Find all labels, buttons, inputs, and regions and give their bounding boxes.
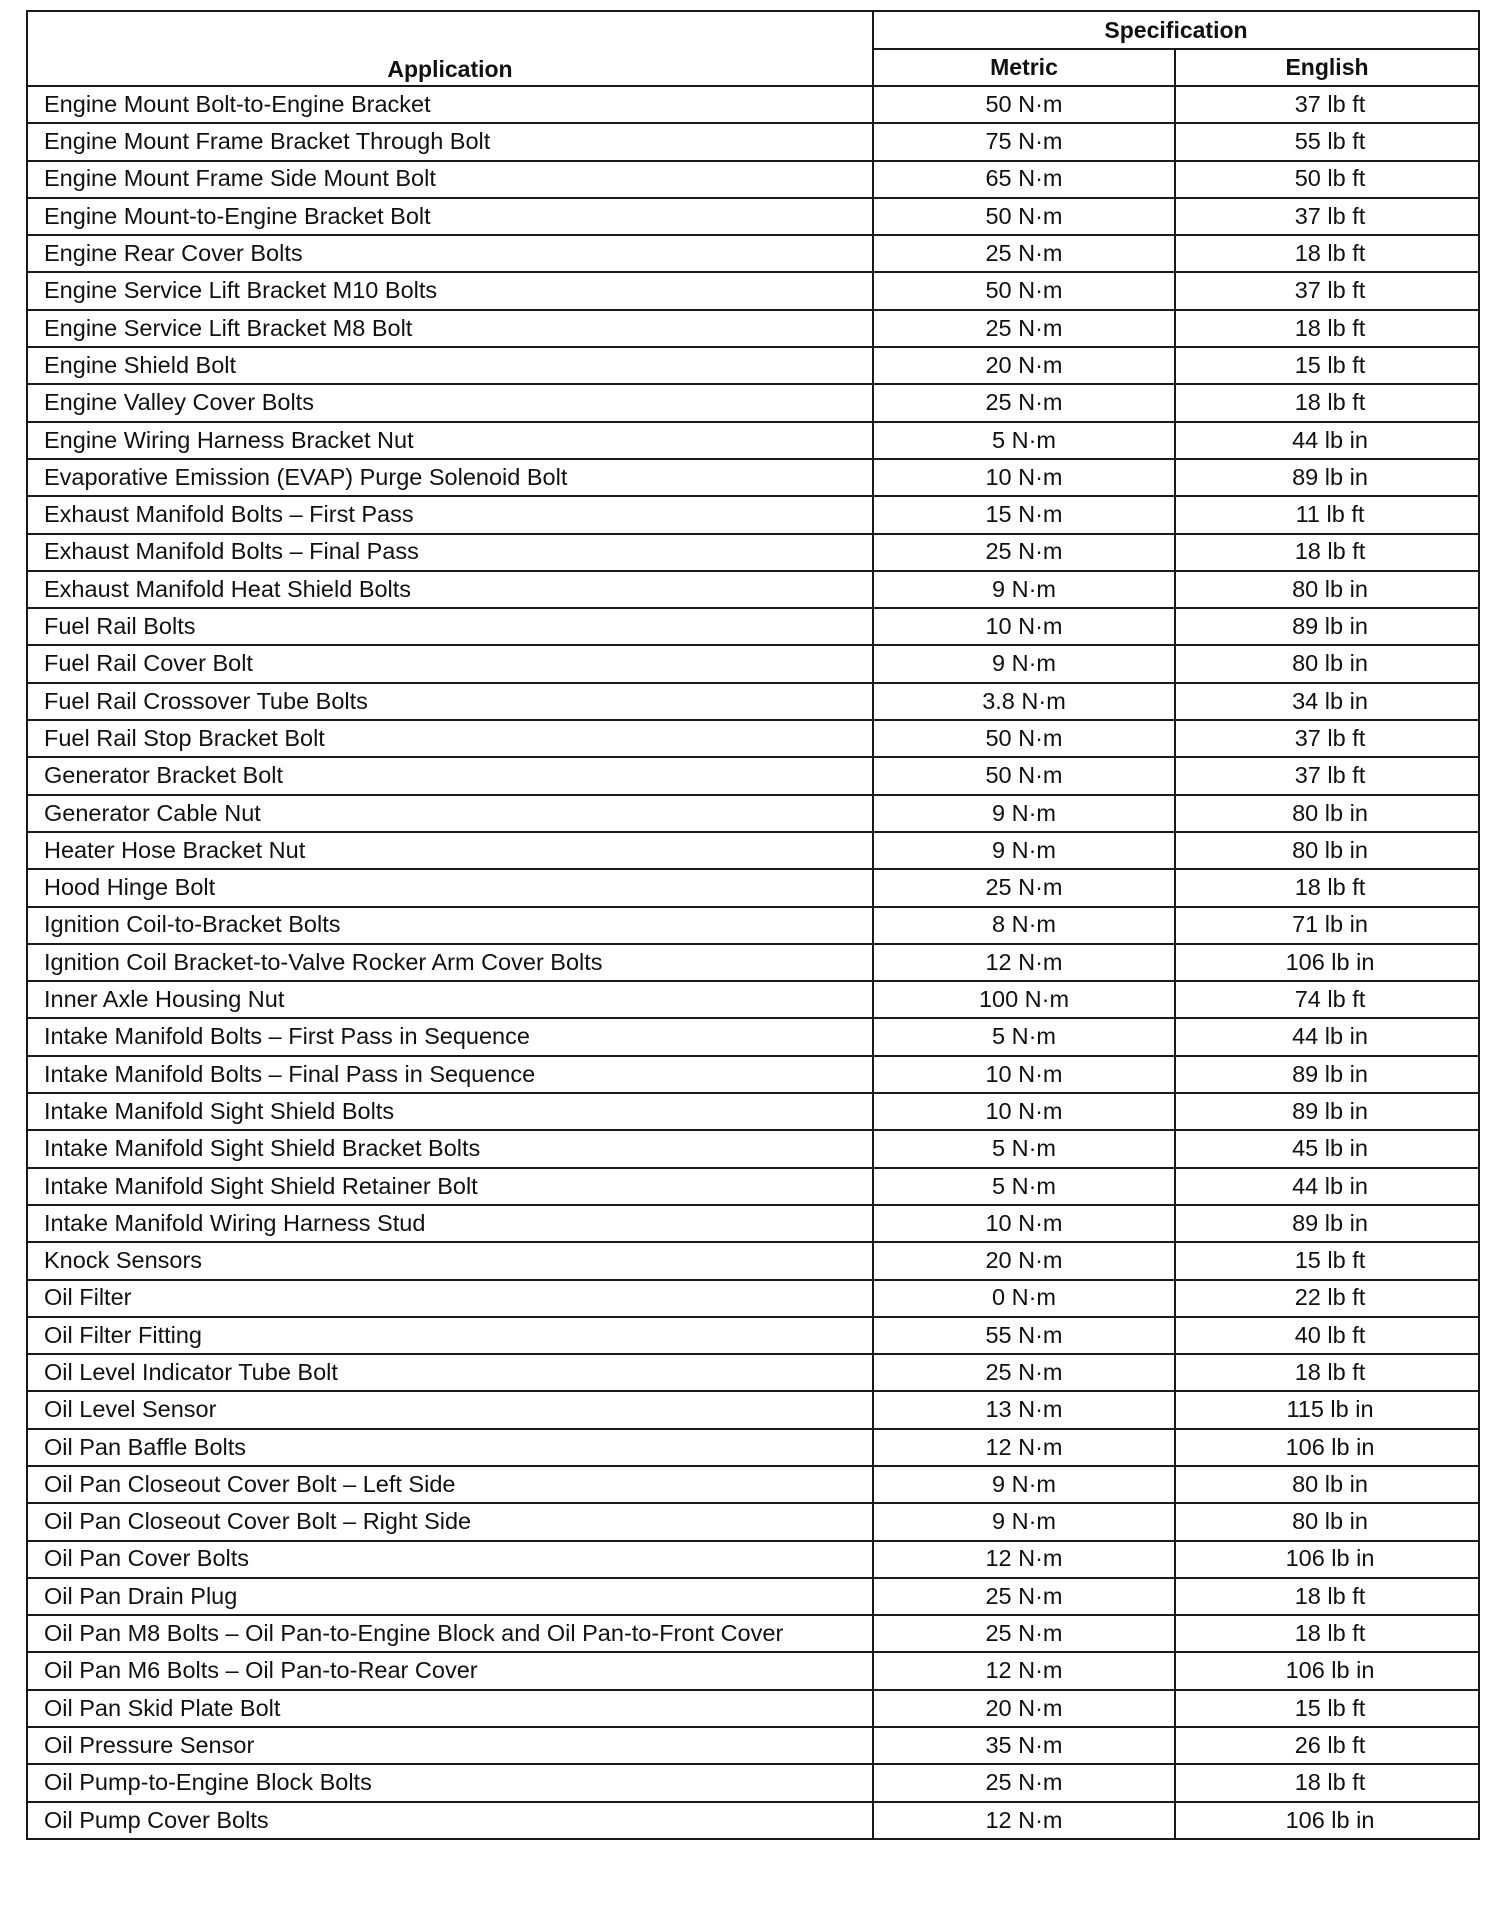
english-cell: 45 lb in xyxy=(1175,1130,1479,1167)
table-row xyxy=(27,1242,1479,1279)
table-row xyxy=(27,757,1479,794)
application-cell: Intake Manifold Sight Shield Bracket Bolts xyxy=(27,1130,873,1167)
metric-cell: 5 N·m xyxy=(873,1130,1175,1167)
table-row xyxy=(27,944,1479,981)
metric-cell: 9 N·m xyxy=(873,571,1175,608)
table-row xyxy=(27,1578,1479,1615)
application-cell: Knock Sensors xyxy=(27,1242,873,1279)
english-cell: 37 lb ft xyxy=(1175,272,1479,309)
metric-cell: 15 N·m xyxy=(873,496,1175,533)
table-row xyxy=(27,907,1479,944)
metric-cell: 9 N·m xyxy=(873,1503,1175,1540)
metric-cell: 12 N·m xyxy=(873,1429,1175,1466)
metric-cell: 5 N·m xyxy=(873,422,1175,459)
english-cell: 71 lb in xyxy=(1175,907,1479,944)
table-row xyxy=(27,1056,1479,1093)
application-cell: Engine Mount Bolt-to-Engine Bracket xyxy=(27,86,873,123)
metric-cell: 9 N·m xyxy=(873,645,1175,682)
metric-cell: 20 N·m xyxy=(873,1242,1175,1279)
table-row xyxy=(27,571,1479,608)
english-cell: 44 lb in xyxy=(1175,1018,1479,1055)
application-cell: Oil Pan M8 Bolts – Oil Pan-to-Engine Block and Oil Pan-to-Front Cover xyxy=(27,1615,873,1652)
metric-cell: 25 N·m xyxy=(873,235,1175,272)
table-row xyxy=(27,1652,1479,1689)
table-row xyxy=(27,1205,1479,1242)
metric-cell: 25 N·m xyxy=(873,310,1175,347)
metric-cell: 25 N·m xyxy=(873,534,1175,571)
metric-cell: 50 N·m xyxy=(873,198,1175,235)
application-cell: Intake Manifold Bolts – First Pass in Sequence xyxy=(27,1018,873,1055)
metric-cell: 25 N·m xyxy=(873,1578,1175,1615)
table-row xyxy=(27,869,1479,906)
application-cell: Hood Hinge Bolt xyxy=(27,869,873,906)
english-cell: 18 lb ft xyxy=(1175,235,1479,272)
application-cell: Heater Hose Bracket Nut xyxy=(27,832,873,869)
table-row xyxy=(27,1093,1479,1130)
table-row xyxy=(27,86,1479,123)
table-row xyxy=(27,1690,1479,1727)
table-row xyxy=(27,422,1479,459)
application-cell: Oil Pump Cover Bolts xyxy=(27,1802,873,1839)
table-row xyxy=(27,459,1479,496)
application-cell: Engine Rear Cover Bolts xyxy=(27,235,873,272)
english-cell: 89 lb in xyxy=(1175,459,1479,496)
metric-cell: 0 N·m xyxy=(873,1280,1175,1317)
application-cell: Oil Pan Baffle Bolts xyxy=(27,1429,873,1466)
table-row xyxy=(27,1727,1479,1764)
application-cell: Fuel Rail Bolts xyxy=(27,608,873,645)
english-cell: 15 lb ft xyxy=(1175,1242,1479,1279)
table-row xyxy=(27,534,1479,571)
metric-cell: 65 N·m xyxy=(873,161,1175,198)
metric-cell: 25 N·m xyxy=(873,869,1175,906)
metric-cell: 12 N·m xyxy=(873,1652,1175,1689)
english-column-header: English xyxy=(1175,49,1479,86)
application-cell: Oil Pan Closeout Cover Bolt – Left Side xyxy=(27,1466,873,1503)
metric-cell: 50 N·m xyxy=(873,720,1175,757)
application-cell: Oil Pan Skid Plate Bolt xyxy=(27,1690,873,1727)
table-row xyxy=(27,1429,1479,1466)
application-cell: Engine Mount Frame Side Mount Bolt xyxy=(27,161,873,198)
table-row xyxy=(27,310,1479,347)
table-row xyxy=(27,720,1479,757)
table-row xyxy=(27,981,1479,1018)
english-cell: 15 lb ft xyxy=(1175,347,1479,384)
metric-cell: 35 N·m xyxy=(873,1727,1175,1764)
table-row xyxy=(27,683,1479,720)
table-row xyxy=(27,1503,1479,1540)
english-cell: 50 lb ft xyxy=(1175,161,1479,198)
english-cell: 106 lb in xyxy=(1175,944,1479,981)
english-cell: 37 lb ft xyxy=(1175,86,1479,123)
table-row xyxy=(27,1802,1479,1839)
application-cell: Engine Valley Cover Bolts xyxy=(27,384,873,421)
english-cell: 89 lb in xyxy=(1175,608,1479,645)
table-body xyxy=(27,86,1479,1839)
table-row xyxy=(27,1280,1479,1317)
application-cell: Evaporative Emission (EVAP) Purge Solenoid Bolt xyxy=(27,459,873,496)
metric-cell: 9 N·m xyxy=(873,832,1175,869)
english-cell: 106 lb in xyxy=(1175,1802,1479,1839)
metric-cell: 10 N·m xyxy=(873,1205,1175,1242)
english-cell: 37 lb ft xyxy=(1175,757,1479,794)
english-cell: 40 lb ft xyxy=(1175,1317,1479,1354)
application-cell: Exhaust Manifold Heat Shield Bolts xyxy=(27,571,873,608)
english-cell: 18 lb ft xyxy=(1175,1764,1479,1801)
english-cell: 80 lb in xyxy=(1175,1503,1479,1540)
metric-cell: 3.8 N·m xyxy=(873,683,1175,720)
application-cell: Engine Wiring Harness Bracket Nut xyxy=(27,422,873,459)
metric-cell: 9 N·m xyxy=(873,795,1175,832)
english-cell: 74 lb ft xyxy=(1175,981,1479,1018)
metric-cell: 12 N·m xyxy=(873,1541,1175,1578)
metric-cell: 8 N·m xyxy=(873,907,1175,944)
metric-cell: 20 N·m xyxy=(873,1690,1175,1727)
table-row xyxy=(27,384,1479,421)
application-cell: Engine Service Lift Bracket M8 Bolt xyxy=(27,310,873,347)
metric-cell: 12 N·m xyxy=(873,1802,1175,1839)
table-row xyxy=(27,235,1479,272)
english-cell: 18 lb ft xyxy=(1175,1354,1479,1391)
english-cell: 115 lb in xyxy=(1175,1391,1479,1428)
metric-cell: 25 N·m xyxy=(873,384,1175,421)
application-cell: Inner Axle Housing Nut xyxy=(27,981,873,1018)
table-row xyxy=(27,1615,1479,1652)
table-row xyxy=(27,1018,1479,1055)
application-cell: Oil Level Indicator Tube Bolt xyxy=(27,1354,873,1391)
table-row xyxy=(27,832,1479,869)
metric-cell: 5 N·m xyxy=(873,1018,1175,1055)
english-cell: 26 lb ft xyxy=(1175,1727,1479,1764)
application-cell: Generator Cable Nut xyxy=(27,795,873,832)
table-row xyxy=(27,608,1479,645)
english-cell: 80 lb in xyxy=(1175,645,1479,682)
english-cell: 89 lb in xyxy=(1175,1056,1479,1093)
metric-cell: 9 N·m xyxy=(873,1466,1175,1503)
english-cell: 37 lb ft xyxy=(1175,720,1479,757)
english-cell: 44 lb in xyxy=(1175,1168,1479,1205)
metric-cell: 50 N·m xyxy=(873,86,1175,123)
english-cell: 22 lb ft xyxy=(1175,1280,1479,1317)
english-cell: 106 lb in xyxy=(1175,1652,1479,1689)
english-cell: 18 lb ft xyxy=(1175,384,1479,421)
application-cell: Intake Manifold Wiring Harness Stud xyxy=(27,1205,873,1242)
application-cell: Exhaust Manifold Bolts – First Pass xyxy=(27,496,873,533)
table-row xyxy=(27,795,1479,832)
table-row xyxy=(27,1168,1479,1205)
application-cell: Engine Shield Bolt xyxy=(27,347,873,384)
table-header xyxy=(27,11,1479,86)
application-cell: Oil Level Sensor xyxy=(27,1391,873,1428)
application-column-header: Application xyxy=(27,11,873,86)
metric-cell: 25 N·m xyxy=(873,1354,1175,1391)
english-cell: 80 lb in xyxy=(1175,1466,1479,1503)
metric-cell: 5 N·m xyxy=(873,1168,1175,1205)
application-cell: Engine Service Lift Bracket M10 Bolts xyxy=(27,272,873,309)
english-cell: 80 lb in xyxy=(1175,832,1479,869)
application-cell: Oil Pan Closeout Cover Bolt – Right Side xyxy=(27,1503,873,1540)
metric-cell: 10 N·m xyxy=(873,1093,1175,1130)
metric-cell: 100 N·m xyxy=(873,981,1175,1018)
table-row xyxy=(27,1130,1479,1167)
english-cell: 106 lb in xyxy=(1175,1541,1479,1578)
english-cell: 37 lb ft xyxy=(1175,198,1479,235)
application-cell: Intake Manifold Bolts – Final Pass in Sequence xyxy=(27,1056,873,1093)
application-cell: Generator Bracket Bolt xyxy=(27,757,873,794)
table-row xyxy=(27,1391,1479,1428)
english-cell: 18 lb ft xyxy=(1175,869,1479,906)
english-cell: 89 lb in xyxy=(1175,1093,1479,1130)
english-cell: 18 lb ft xyxy=(1175,1615,1479,1652)
metric-cell: 10 N·m xyxy=(873,1056,1175,1093)
metric-cell: 10 N·m xyxy=(873,459,1175,496)
metric-cell: 50 N·m xyxy=(873,272,1175,309)
metric-cell: 12 N·m xyxy=(873,944,1175,981)
metric-cell: 25 N·m xyxy=(873,1764,1175,1801)
application-cell: Engine Mount-to-Engine Bracket Bolt xyxy=(27,198,873,235)
english-cell: 15 lb ft xyxy=(1175,1690,1479,1727)
english-cell: 80 lb in xyxy=(1175,795,1479,832)
table-row xyxy=(27,198,1479,235)
application-cell: Engine Mount Frame Bracket Through Bolt xyxy=(27,123,873,160)
english-cell: 89 lb in xyxy=(1175,1205,1479,1242)
application-cell: Oil Pan M6 Bolts – Oil Pan-to-Rear Cover xyxy=(27,1652,873,1689)
english-cell: 80 lb in xyxy=(1175,571,1479,608)
metric-cell: 13 N·m xyxy=(873,1391,1175,1428)
application-cell: Ignition Coil-to-Bracket Bolts xyxy=(27,907,873,944)
english-cell: 11 lb ft xyxy=(1175,496,1479,533)
english-cell: 18 lb ft xyxy=(1175,1578,1479,1615)
metric-column-header: Metric xyxy=(873,49,1175,86)
metric-cell: 25 N·m xyxy=(873,1615,1175,1652)
table-row xyxy=(27,1764,1479,1801)
application-cell: Oil Filter Fitting xyxy=(27,1317,873,1354)
application-cell: Exhaust Manifold Bolts – Final Pass xyxy=(27,534,873,571)
english-cell: 106 lb in xyxy=(1175,1429,1479,1466)
table-row xyxy=(27,1466,1479,1503)
table-row xyxy=(27,496,1479,533)
metric-cell: 75 N·m xyxy=(873,123,1175,160)
table-row xyxy=(27,161,1479,198)
english-cell: 44 lb in xyxy=(1175,422,1479,459)
english-cell: 18 lb ft xyxy=(1175,534,1479,571)
application-cell: Fuel Rail Stop Bracket Bolt xyxy=(27,720,873,757)
application-cell: Ignition Coil Bracket-to-Valve Rocker Arm Cover Bolts xyxy=(27,944,873,981)
metric-cell: 55 N·m xyxy=(873,1317,1175,1354)
application-cell: Oil Filter xyxy=(27,1280,873,1317)
english-cell: 18 lb ft xyxy=(1175,310,1479,347)
table-row xyxy=(27,1317,1479,1354)
application-cell: Intake Manifold Sight Shield Bolts xyxy=(27,1093,873,1130)
application-cell: Oil Pan Cover Bolts xyxy=(27,1541,873,1578)
specification-column-header: Specification xyxy=(873,11,1479,49)
application-cell: Oil Pressure Sensor xyxy=(27,1727,873,1764)
table-row xyxy=(27,272,1479,309)
fastener-spec-table xyxy=(26,10,1480,1840)
metric-cell: 50 N·m xyxy=(873,757,1175,794)
application-cell: Oil Pan Drain Plug xyxy=(27,1578,873,1615)
table-row xyxy=(27,1354,1479,1391)
english-cell: 55 lb ft xyxy=(1175,123,1479,160)
metric-cell: 10 N·m xyxy=(873,608,1175,645)
application-cell: Intake Manifold Sight Shield Retainer Bolt xyxy=(27,1168,873,1205)
table-row xyxy=(27,645,1479,682)
english-cell: 34 lb in xyxy=(1175,683,1479,720)
application-cell: Oil Pump-to-Engine Block Bolts xyxy=(27,1764,873,1801)
table-row xyxy=(27,1541,1479,1578)
table-row xyxy=(27,123,1479,160)
application-cell: Fuel Rail Cover Bolt xyxy=(27,645,873,682)
metric-cell: 20 N·m xyxy=(873,347,1175,384)
application-cell: Fuel Rail Crossover Tube Bolts xyxy=(27,683,873,720)
table-row xyxy=(27,347,1479,384)
